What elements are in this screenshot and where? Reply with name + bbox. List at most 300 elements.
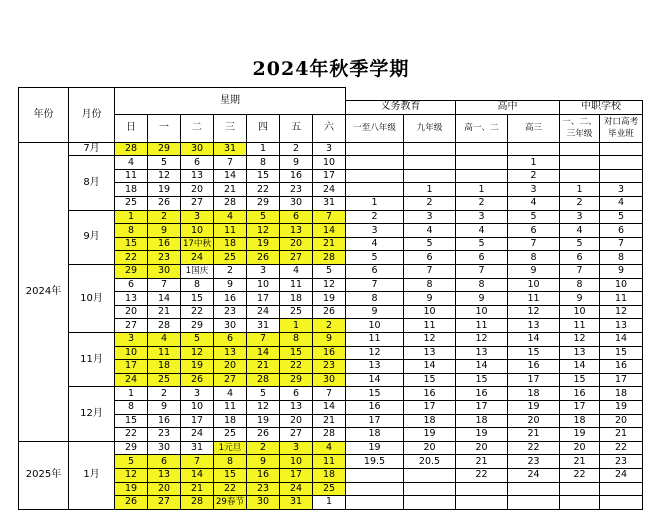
week-number-cell — [600, 142, 643, 156]
day-cell: 23 — [148, 251, 181, 265]
day-cell: 14 — [181, 468, 214, 482]
week-number-cell: 16 — [600, 360, 643, 374]
week-number-cell: 11 — [404, 319, 456, 333]
week-number-cell: 9 — [560, 292, 600, 306]
table-row — [19, 156, 643, 170]
week-number-cell: 2 — [560, 197, 600, 211]
day-cell: 1 — [115, 210, 148, 224]
week-number-cell: 6 — [560, 251, 600, 265]
week-number-cell — [346, 468, 404, 482]
week-number-cell: 10 — [508, 278, 560, 292]
day-cell: 20 — [214, 360, 247, 374]
day-cell: 12 — [313, 278, 346, 292]
week-number-cell: 9 — [404, 292, 456, 306]
week-number-cell — [404, 482, 456, 496]
day-cell: 11 — [214, 400, 247, 414]
week-number-cell: 18 — [508, 387, 560, 401]
month-cell: 11月 — [69, 333, 115, 387]
day-cell: 24 — [115, 373, 148, 387]
week-number-cell: 24 — [508, 468, 560, 482]
week-number-cell: 8 — [404, 278, 456, 292]
day-cell: 13 — [148, 468, 181, 482]
day-cell: 3 — [313, 142, 346, 156]
week-number-cell: 14 — [600, 333, 643, 347]
day-cell: 29 — [181, 319, 214, 333]
day-cell: 2 — [214, 265, 247, 279]
week-number-cell: 1 — [560, 183, 600, 197]
week-number-cell: 11 — [560, 319, 600, 333]
day-cell: 17中秋 — [181, 237, 214, 251]
day-cell: 8 — [214, 455, 247, 469]
week-number-cell: 17 — [560, 400, 600, 414]
day-cell: 6 — [148, 455, 181, 469]
week-number-cell: 10 — [404, 305, 456, 319]
day-cell: 1国庆 — [181, 265, 214, 279]
week-number-cell: 2 — [508, 169, 560, 183]
day-cell: 20 — [148, 482, 181, 496]
week-number-cell: 19 — [508, 400, 560, 414]
week-number-cell: 14 — [508, 333, 560, 347]
day-cell: 30 — [313, 373, 346, 387]
week-number-cell: 4 — [508, 197, 560, 211]
grade-9-header: 九年级 — [404, 114, 456, 142]
month-cell: 10月 — [69, 265, 115, 333]
weekday-thu: 四 — [247, 114, 280, 142]
week-number-cell — [456, 496, 508, 510]
week-number-cell: 7 — [560, 265, 600, 279]
week-number-cell: 10 — [346, 319, 404, 333]
day-cell: 16 — [214, 292, 247, 306]
day-cell: 25 — [214, 251, 247, 265]
week-number-cell: 8 — [508, 251, 560, 265]
week-number-cell: 4 — [560, 224, 600, 238]
week-number-cell: 9 — [456, 292, 508, 306]
week-number-cell: 21 — [560, 455, 600, 469]
day-cell: 30 — [280, 197, 313, 211]
day-cell: 1 — [247, 142, 280, 156]
senior-high-header: 高中 — [456, 101, 560, 115]
day-cell: 21 — [313, 414, 346, 428]
week-number-cell: 12 — [600, 305, 643, 319]
week-number-cell: 8 — [600, 251, 643, 265]
week-number-cell: 5 — [456, 237, 508, 251]
week-number-cell: 8 — [560, 278, 600, 292]
compulsory-header: 义务教育 — [346, 101, 456, 115]
day-cell: 13 — [214, 346, 247, 360]
week-number-cell: 20 — [456, 441, 508, 455]
table-row — [19, 142, 643, 156]
day-cell: 4 — [214, 387, 247, 401]
day-cell: 22 — [214, 482, 247, 496]
week-number-cell: 13 — [404, 346, 456, 360]
day-cell: 21 — [181, 482, 214, 496]
day-cell: 15 — [214, 468, 247, 482]
day-cell: 9 — [148, 400, 181, 414]
weekday-fri: 五 — [280, 114, 313, 142]
day-cell: 3 — [115, 333, 148, 347]
week-number-cell — [508, 142, 560, 156]
day-cell: 18 — [214, 414, 247, 428]
week-number-cell: 2 — [404, 197, 456, 211]
day-cell: 22 — [181, 305, 214, 319]
day-cell: 3 — [181, 387, 214, 401]
week-number-cell: 15 — [508, 346, 560, 360]
day-cell: 7 — [313, 387, 346, 401]
day-cell: 19 — [247, 414, 280, 428]
week-number-cell: 3 — [560, 210, 600, 224]
day-cell: 16 — [280, 169, 313, 183]
day-cell: 11 — [214, 224, 247, 238]
day-cell: 3 — [181, 210, 214, 224]
day-cell: 3 — [247, 265, 280, 279]
day-cell: 10 — [280, 455, 313, 469]
year-header: 年份 — [19, 88, 69, 143]
week-number-cell: 5 — [346, 251, 404, 265]
day-cell: 31 — [313, 197, 346, 211]
day-cell: 26 — [313, 305, 346, 319]
senior-3-header: 高三 — [508, 114, 560, 142]
week-number-cell: 13 — [456, 346, 508, 360]
week-number-cell: 7 — [600, 237, 643, 251]
day-cell: 10 — [247, 278, 280, 292]
week-number-cell: 22 — [600, 441, 643, 455]
day-cell: 14 — [214, 169, 247, 183]
month-header: 月份 — [69, 88, 115, 143]
week-number-cell: 6 — [404, 251, 456, 265]
week-number-cell: 2 — [456, 197, 508, 211]
day-cell: 30 — [247, 496, 280, 510]
day-cell: 16 — [148, 237, 181, 251]
week-number-cell — [508, 482, 560, 496]
day-cell: 15 — [115, 414, 148, 428]
day-cell: 23 — [280, 183, 313, 197]
day-cell: 11 — [280, 278, 313, 292]
day-cell: 17 — [313, 169, 346, 183]
week-number-cell: 15 — [404, 373, 456, 387]
year-cell: 2025年 — [19, 441, 69, 509]
week-number-cell — [404, 156, 456, 170]
day-cell: 6 — [115, 278, 148, 292]
day-cell: 4 — [214, 210, 247, 224]
week-number-cell: 9 — [346, 305, 404, 319]
day-cell: 25 — [115, 197, 148, 211]
day-cell: 2 — [280, 142, 313, 156]
senior-1-2-header: 高一、二 — [456, 114, 508, 142]
week-number-cell — [560, 156, 600, 170]
weekday-wed: 三 — [214, 114, 247, 142]
day-cell: 5 — [247, 210, 280, 224]
week-number-cell: 19 — [404, 428, 456, 442]
week-number-cell — [346, 496, 404, 510]
day-cell: 8 — [115, 224, 148, 238]
week-number-cell: 4 — [600, 197, 643, 211]
day-cell: 19 — [181, 360, 214, 374]
day-cell: 15 — [181, 292, 214, 306]
day-cell: 18 — [313, 468, 346, 482]
week-number-cell: 13 — [600, 319, 643, 333]
week-number-cell: 10 — [560, 305, 600, 319]
week-number-cell — [404, 468, 456, 482]
week-number-cell: 18 — [560, 414, 600, 428]
week-number-cell: 4 — [404, 224, 456, 238]
day-cell: 27 — [181, 197, 214, 211]
week-number-cell — [600, 156, 643, 170]
day-cell: 14 — [148, 292, 181, 306]
day-cell: 30 — [148, 441, 181, 455]
day-cell: 10 — [313, 156, 346, 170]
day-cell: 28 — [214, 197, 247, 211]
week-number-cell: 19 — [560, 428, 600, 442]
day-cell: 25 — [214, 428, 247, 442]
day-cell: 26 — [181, 373, 214, 387]
day-cell: 5 — [313, 265, 346, 279]
week-number-cell: 7 — [456, 265, 508, 279]
day-cell: 27 — [214, 373, 247, 387]
day-cell: 15 — [115, 237, 148, 251]
week-number-cell: 2 — [346, 210, 404, 224]
voc-exam-label: 对口高考毕业班 — [603, 117, 639, 140]
week-number-cell: 18 — [456, 414, 508, 428]
day-cell: 1 — [313, 496, 346, 510]
day-cell: 9 — [247, 455, 280, 469]
week-number-cell — [456, 169, 508, 183]
week-number-cell: 20 — [508, 414, 560, 428]
day-cell: 25 — [280, 305, 313, 319]
week-number-cell: 14 — [560, 360, 600, 374]
day-cell: 28 — [181, 496, 214, 510]
day-cell: 30 — [214, 319, 247, 333]
day-cell: 15 — [280, 346, 313, 360]
week-number-cell: 17 — [346, 414, 404, 428]
day-cell: 18 — [148, 360, 181, 374]
day-cell: 28 — [115, 142, 148, 156]
week-number-cell: 9 — [600, 265, 643, 279]
week-number-cell: 14 — [404, 360, 456, 374]
week-number-cell — [346, 156, 404, 170]
week-number-cell: 12 — [560, 333, 600, 347]
day-cell: 23 — [313, 360, 346, 374]
day-cell: 18 — [280, 292, 313, 306]
week-number-cell: 3 — [346, 224, 404, 238]
day-cell: 2 — [148, 387, 181, 401]
week-number-cell: 5 — [404, 237, 456, 251]
week-number-cell: 5 — [600, 210, 643, 224]
table-row — [19, 387, 643, 401]
week-number-cell: 3 — [508, 183, 560, 197]
day-cell: 12 — [247, 224, 280, 238]
day-cell: 11 — [148, 346, 181, 360]
day-cell: 8 — [280, 333, 313, 347]
week-number-cell: 3 — [404, 210, 456, 224]
day-cell: 4 — [313, 441, 346, 455]
week-number-cell: 20 — [600, 414, 643, 428]
month-cell: 7月 — [69, 142, 115, 156]
day-cell: 23 — [247, 482, 280, 496]
day-cell: 12 — [247, 400, 280, 414]
day-cell: 12 — [115, 468, 148, 482]
day-cell: 30 — [181, 142, 214, 156]
day-cell: 24 — [247, 305, 280, 319]
week-number-cell — [346, 169, 404, 183]
week-number-cell: 5 — [560, 237, 600, 251]
table-row — [19, 210, 643, 224]
day-cell: 27 — [148, 496, 181, 510]
day-cell: 19 — [313, 292, 346, 306]
day-cell: 10 — [181, 400, 214, 414]
day-cell: 9 — [214, 278, 247, 292]
day-cell: 3 — [280, 441, 313, 455]
day-cell: 17 — [247, 292, 280, 306]
day-cell: 26 — [247, 251, 280, 265]
day-cell: 20 — [280, 237, 313, 251]
week-number-cell: 4 — [456, 224, 508, 238]
day-cell: 8 — [181, 278, 214, 292]
week-number-cell: 7 — [404, 265, 456, 279]
week-number-cell: 13 — [508, 319, 560, 333]
week-number-cell — [456, 142, 508, 156]
day-cell: 28 — [247, 373, 280, 387]
day-cell: 22 — [115, 428, 148, 442]
week-number-cell: 11 — [600, 292, 643, 306]
week-number-cell — [560, 142, 600, 156]
day-cell: 7 — [247, 333, 280, 347]
day-cell: 4 — [280, 265, 313, 279]
day-cell: 6 — [181, 156, 214, 170]
day-cell: 14 — [313, 400, 346, 414]
week-number-cell: 1 — [404, 183, 456, 197]
year-cell: 2024年 — [19, 142, 69, 441]
week-number-cell: 16 — [508, 360, 560, 374]
month-cell: 12月 — [69, 387, 115, 441]
day-cell: 25 — [313, 482, 346, 496]
day-cell: 29 — [280, 373, 313, 387]
week-number-cell: 20.5 — [404, 455, 456, 469]
week-number-cell — [346, 482, 404, 496]
week-number-cell: 6 — [600, 224, 643, 238]
day-cell: 24 — [181, 428, 214, 442]
week-number-cell: 15 — [560, 373, 600, 387]
week-number-cell: 15 — [346, 387, 404, 401]
day-cell: 31 — [247, 319, 280, 333]
day-cell: 17 — [115, 360, 148, 374]
day-cell: 22 — [115, 251, 148, 265]
weekday-sun: 日 — [115, 114, 148, 142]
vocational-header: 中职学校 — [560, 101, 643, 115]
day-cell: 28 — [313, 251, 346, 265]
day-cell: 11 — [313, 455, 346, 469]
week-number-cell: 14 — [346, 373, 404, 387]
day-cell: 2 — [313, 319, 346, 333]
week-number-cell: 9 — [508, 265, 560, 279]
week-number-cell: 14 — [456, 360, 508, 374]
week-number-cell: 12 — [508, 305, 560, 319]
day-cell: 19 — [247, 237, 280, 251]
week-number-cell: 21 — [600, 428, 643, 442]
week-number-cell — [456, 482, 508, 496]
week-number-cell: 17 — [600, 373, 643, 387]
table-row — [19, 333, 643, 347]
week-number-cell: 1 — [346, 197, 404, 211]
page-title: 2024年秋季学期 — [252, 58, 410, 80]
day-cell: 4 — [115, 156, 148, 170]
week-number-cell: 11 — [456, 319, 508, 333]
table-row — [19, 441, 643, 455]
week-number-cell: 16 — [560, 387, 600, 401]
week-number-cell — [600, 482, 643, 496]
weekday-mon: 一 — [148, 114, 181, 142]
day-cell: 29 — [247, 197, 280, 211]
day-cell: 1元旦 — [214, 441, 247, 455]
day-cell: 21 — [214, 183, 247, 197]
week-number-cell: 17 — [508, 373, 560, 387]
day-cell: 14 — [313, 224, 346, 238]
day-cell: 19 — [115, 482, 148, 496]
day-cell: 11 — [115, 169, 148, 183]
day-cell: 28 — [148, 319, 181, 333]
day-cell: 1 — [115, 387, 148, 401]
day-cell: 7 — [148, 278, 181, 292]
week-number-cell — [346, 183, 404, 197]
day-cell: 16 — [247, 468, 280, 482]
day-cell: 4 — [148, 333, 181, 347]
week-number-cell — [346, 142, 404, 156]
day-cell: 27 — [280, 428, 313, 442]
day-cell: 24 — [280, 482, 313, 496]
week-number-cell: 5 — [508, 210, 560, 224]
week-number-cell — [560, 169, 600, 183]
day-cell: 29春节 — [214, 496, 247, 510]
day-cell: 13 — [280, 400, 313, 414]
day-cell: 26 — [148, 197, 181, 211]
week-number-cell: 18 — [346, 428, 404, 442]
week-number-cell: 18 — [600, 387, 643, 401]
header-blank — [346, 88, 643, 101]
voc-1-3-header — [560, 114, 600, 142]
day-cell: 7 — [181, 455, 214, 469]
grades-1-8-header: 一至八年级 — [346, 114, 404, 142]
week-number-cell: 17 — [404, 400, 456, 414]
day-cell: 29 — [115, 441, 148, 455]
day-cell: 13 — [181, 169, 214, 183]
week-number-cell — [560, 496, 600, 510]
day-cell: 22 — [280, 360, 313, 374]
week-number-cell: 16 — [404, 387, 456, 401]
week-number-cell: 3 — [456, 210, 508, 224]
day-cell: 7 — [214, 156, 247, 170]
week-number-cell: 19.5 — [346, 455, 404, 469]
day-cell: 31 — [214, 142, 247, 156]
week-number-cell: 17 — [456, 400, 508, 414]
week-number-cell: 19 — [456, 428, 508, 442]
day-cell: 24 — [313, 183, 346, 197]
day-cell: 10 — [115, 346, 148, 360]
day-cell: 20 — [280, 414, 313, 428]
week-number-cell: 3 — [600, 183, 643, 197]
semester-calendar-table — [18, 87, 643, 510]
week-number-cell: 23 — [600, 455, 643, 469]
day-cell: 6 — [280, 387, 313, 401]
week-number-cell: 16 — [456, 387, 508, 401]
week-number-cell — [600, 169, 643, 183]
week-number-cell: 22 — [456, 468, 508, 482]
week-number-cell: 21 — [456, 455, 508, 469]
week-number-cell: 7 — [508, 237, 560, 251]
day-cell: 12 — [148, 169, 181, 183]
week-number-cell: 13 — [560, 346, 600, 360]
week-number-cell: 10 — [600, 278, 643, 292]
day-cell: 14 — [247, 346, 280, 360]
week-number-cell — [404, 496, 456, 510]
